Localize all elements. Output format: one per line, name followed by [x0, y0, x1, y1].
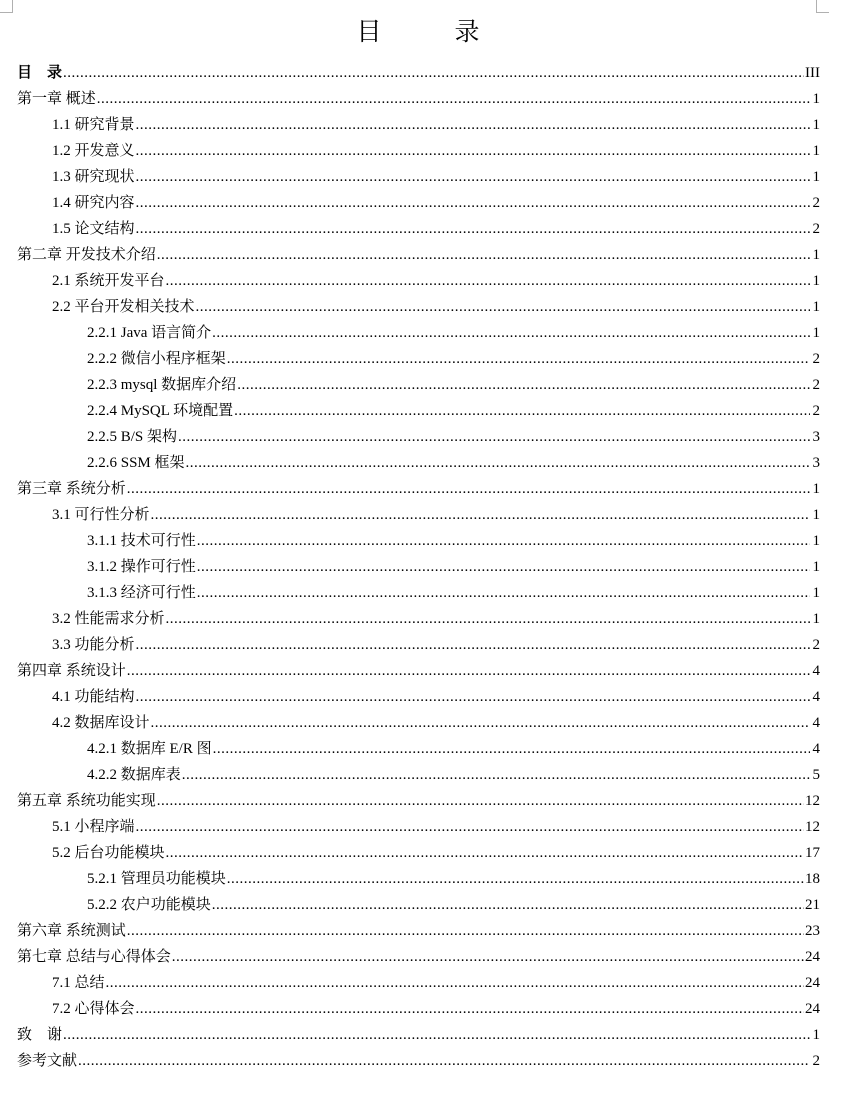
toc-entry-page-number: 2 — [812, 1053, 820, 1069]
toc-dot-leader — [151, 502, 810, 528]
toc-entry-label: 目 录 — [17, 65, 63, 81]
toc-entry[interactable] — [17, 554, 820, 580]
toc-entry-page-number: 24 — [805, 975, 820, 991]
toc-entry[interactable] — [17, 632, 820, 658]
toc-entry-page-number: 1 — [812, 91, 820, 107]
toc-dot-leader — [136, 632, 810, 658]
toc-entry-page-number: 18 — [805, 871, 820, 887]
toc-entry-label: 2.1 系统开发平台 — [52, 273, 165, 289]
toc-dot-leader — [78, 1048, 810, 1074]
toc-entry-label: 2.2.6 SSM 框架 — [87, 455, 185, 471]
toc-dot-leader — [63, 60, 804, 86]
toc-entry[interactable] — [17, 190, 820, 216]
toc-entry-page-number: 2 — [812, 637, 820, 653]
toc-entry-page-number: 3 — [812, 455, 820, 471]
toc-entry-label: 1.3 研究现状 — [52, 169, 135, 185]
toc-entry-label: 4.2.1 数据库 E/R 图 — [87, 741, 212, 757]
toc-entry[interactable] — [17, 112, 820, 138]
toc-entry-page-number: 1 — [812, 247, 820, 263]
toc-dot-leader — [227, 866, 804, 892]
toc-dot-leader — [136, 190, 810, 216]
toc-entry-label: 1.4 研究内容 — [52, 195, 135, 211]
toc-dot-leader — [151, 710, 810, 736]
toc-entry-label: 7.2 心得体会 — [52, 1001, 135, 1017]
toc-entry-page-number: 1 — [812, 481, 820, 497]
toc-entry-page-number: 24 — [805, 1001, 820, 1017]
toc-entry-label: 2.2.2 微信小程序框架 — [87, 351, 226, 367]
toc-entry-page-number: 5 — [812, 767, 820, 783]
toc-entry[interactable] — [17, 1022, 820, 1048]
toc-entry[interactable] — [17, 840, 820, 866]
toc-entry-page-number: III — [805, 65, 820, 81]
toc-entry[interactable] — [17, 164, 820, 190]
toc-entry[interactable] — [17, 268, 820, 294]
toc-entry-page-number: 1 — [812, 117, 820, 133]
toc-entry[interactable] — [17, 814, 820, 840]
toc-entry[interactable] — [17, 918, 820, 944]
toc-entry-label: 第三章 系统分析 — [17, 481, 126, 497]
toc-entry-page-number: 1 — [812, 143, 820, 159]
toc-entry-page-number: 23 — [805, 923, 820, 939]
page-corner-mark-top-left — [0, 0, 13, 13]
toc-entry-page-number: 4 — [812, 715, 820, 731]
toc-entry-label: 2.2.1 Java 语言简介 — [87, 325, 212, 341]
toc-dot-leader — [136, 216, 810, 242]
toc-entry-page-number: 1 — [812, 533, 820, 549]
toc-entry-page-number: 1 — [812, 299, 820, 315]
toc-entry-label: 3.1.3 经济可行性 — [87, 585, 196, 601]
toc-entry[interactable] — [17, 372, 820, 398]
toc-entry[interactable] — [17, 138, 820, 164]
toc-entry-page-number: 1 — [812, 325, 820, 341]
toc-entry-label: 1.1 研究背景 — [52, 117, 135, 133]
toc-entry-page-number: 2 — [812, 221, 820, 237]
toc-dot-leader — [213, 736, 810, 762]
toc-dot-leader — [63, 1022, 810, 1048]
toc-entry-page-number: 1 — [812, 507, 820, 523]
toc-dot-leader — [136, 112, 810, 138]
toc-entry-page-number: 3 — [812, 429, 820, 445]
toc-dot-leader — [166, 268, 810, 294]
toc-title: 目 录 — [356, 17, 504, 46]
toc-entry-page-number: 1 — [812, 559, 820, 575]
toc-dot-leader — [166, 606, 810, 632]
toc-entry-page-number: 4 — [812, 663, 820, 679]
toc-entry-page-number: 24 — [805, 949, 820, 965]
toc-entry-label: 4.2 数据库设计 — [52, 715, 150, 731]
toc-dot-leader — [97, 86, 810, 112]
toc-dot-leader — [178, 424, 810, 450]
toc-entry-label: 2.2.3 mysql 数据库介绍 — [87, 377, 237, 393]
toc-entry[interactable] — [17, 580, 820, 606]
toc-entry[interactable] — [17, 398, 820, 424]
toc-entry[interactable] — [17, 502, 820, 528]
toc-entry-label: 第七章 总结与心得体会 — [17, 949, 171, 965]
toc-entry[interactable] — [17, 216, 820, 242]
toc-dot-leader — [106, 970, 804, 996]
toc-entry[interactable] — [17, 606, 820, 632]
toc-entry[interactable] — [17, 86, 820, 112]
toc-entry[interactable] — [17, 866, 820, 892]
toc-entry[interactable] — [17, 476, 820, 502]
toc-entry-label: 4.1 功能结构 — [52, 689, 135, 705]
toc-entry-page-number: 12 — [805, 793, 820, 809]
toc-entry-label: 7.1 总结 — [52, 975, 105, 991]
toc-entry-label: 1.2 开发意义 — [52, 143, 135, 159]
toc-entry[interactable] — [17, 970, 820, 996]
toc-entry[interactable] — [17, 762, 820, 788]
toc-entry[interactable] — [17, 1048, 820, 1074]
toc-entry-page-number: 2 — [812, 403, 820, 419]
page-corner-mark-top-right — [816, 0, 829, 13]
toc-dot-leader — [197, 554, 810, 580]
toc-entry-label: 第五章 系统功能实现 — [17, 793, 156, 809]
toc-dot-leader — [136, 138, 810, 164]
toc-entry-page-number: 1 — [812, 611, 820, 627]
toc-entry-label: 3.2 性能需求分析 — [52, 611, 165, 627]
toc-entry-label: 第一章 概述 — [17, 91, 96, 107]
toc-entry-page-number: 12 — [805, 819, 820, 835]
toc-entry-page-number: 4 — [812, 741, 820, 757]
toc-dot-leader — [157, 788, 804, 814]
toc-entry[interactable] — [17, 242, 820, 268]
toc-entry[interactable] — [17, 736, 820, 762]
toc-dot-leader — [136, 814, 804, 840]
toc-entry-label: 2.2 平台开发相关技术 — [52, 299, 195, 315]
toc-dot-leader — [127, 476, 810, 502]
toc-entry[interactable] — [17, 424, 820, 450]
toc-entry-label: 5.1 小程序端 — [52, 819, 135, 835]
toc-entry-page-number: 2 — [812, 377, 820, 393]
toc-entry-label: 第二章 开发技术介绍 — [17, 247, 156, 263]
toc-entry-page-number: 2 — [812, 195, 820, 211]
toc-dot-leader — [136, 684, 810, 710]
toc-entry[interactable] — [17, 60, 820, 86]
toc-dot-leader — [212, 320, 810, 346]
toc-entry-label: 5.2 后台功能模块 — [52, 845, 165, 861]
toc-dot-leader — [196, 294, 810, 320]
toc-entry-page-number: 4 — [812, 689, 820, 705]
toc-entry[interactable] — [17, 788, 820, 814]
toc-entry-label: 3.1 可行性分析 — [52, 507, 150, 523]
toc-dot-leader — [166, 840, 804, 866]
toc-entry-label: 4.2.2 数据库表 — [87, 767, 181, 783]
toc-entry-page-number: 1 — [812, 169, 820, 185]
toc-entry-label: 参考文献 — [17, 1053, 78, 1069]
toc-entry[interactable] — [17, 320, 820, 346]
table-of-contents — [17, 60, 820, 1074]
toc-entry-page-number: 21 — [805, 897, 820, 913]
toc-entry-page-number: 1 — [812, 273, 820, 289]
toc-dot-leader — [197, 580, 810, 606]
toc-entry-label: 3.1.2 操作可行性 — [87, 559, 196, 575]
toc-entry[interactable] — [17, 892, 820, 918]
toc-dot-leader — [212, 892, 804, 918]
toc-entry-label: 2.2.5 B/S 架构 — [87, 429, 178, 445]
toc-entry-label: 3.1.1 技术可行性 — [87, 533, 196, 549]
toc-dot-leader — [172, 944, 804, 970]
toc-entry-page-number: 1 — [812, 585, 820, 601]
toc-entry-label: 第四章 系统设计 — [17, 663, 126, 679]
toc-dot-leader — [127, 658, 810, 684]
toc-entry-label: 5.2.1 管理员功能模块 — [87, 871, 226, 887]
toc-entry-label: 5.2.2 农户功能模块 — [87, 897, 211, 913]
toc-entry[interactable] — [17, 944, 820, 970]
toc-entry[interactable] — [17, 996, 820, 1022]
toc-entry-label: 2.2.4 MySQL 环境配置 — [87, 403, 234, 419]
toc-dot-leader — [186, 450, 810, 476]
toc-entry-page-number: 2 — [812, 351, 820, 367]
toc-entry-page-number: 17 — [805, 845, 820, 861]
toc-dot-leader — [182, 762, 810, 788]
toc-entry[interactable] — [17, 684, 820, 710]
toc-dot-leader — [136, 996, 804, 1022]
toc-dot-leader — [227, 346, 810, 372]
toc-entry-label: 3.3 功能分析 — [52, 637, 135, 653]
toc-dot-leader — [136, 164, 810, 190]
toc-entry-label: 1.5 论文结构 — [52, 221, 135, 237]
toc-entry-page-number: 1 — [812, 1027, 820, 1043]
toc-entry[interactable] — [17, 346, 820, 372]
toc-entry[interactable] — [17, 294, 820, 320]
toc-entry[interactable] — [17, 528, 820, 554]
toc-entry[interactable] — [17, 658, 820, 684]
toc-entry[interactable] — [17, 710, 820, 736]
toc-dot-leader — [197, 528, 810, 554]
toc-entry-label: 第六章 系统测试 — [17, 923, 126, 939]
toc-dot-leader — [157, 242, 810, 268]
toc-dot-leader — [234, 398, 810, 424]
toc-entry[interactable] — [17, 450, 820, 476]
toc-entry-label: 致 谢 — [17, 1027, 63, 1043]
toc-dot-leader — [237, 372, 810, 398]
toc-dot-leader — [127, 918, 804, 944]
